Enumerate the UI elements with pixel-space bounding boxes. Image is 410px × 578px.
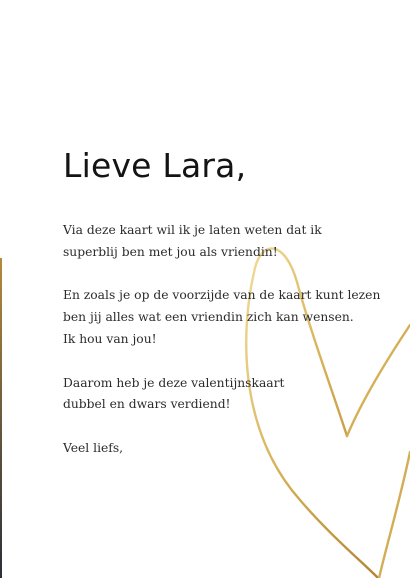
message-paragraph [63,220,363,264]
heart-bottom-right-stroke [379,452,410,578]
left-edge-gold-line [0,258,2,578]
message-line: dubbel en dwars verdiend! [63,397,231,412]
message-line: En zoals je op de voorzijde van de kaart kunt lezen [63,288,381,303]
greeting-heading: Lieve Lara, [63,146,247,185]
message-line: Via deze kaart wil ik je laten weten dat ik [63,223,322,237]
message-paragraph [63,373,363,417]
message-body [63,220,381,482]
message-line: Ik hou van jou! [63,331,157,346]
message-line: ben jij alles wat een vriendin zich kan wensen. [63,310,354,325]
message-line: superblij ben met jou als vriendin! [63,244,278,259]
message-paragraph [63,285,381,350]
closing-paragraph [63,438,363,460]
closing-line: Veel liefs, [63,440,124,455]
message-line: Daarom heb je deze valentijnskaart [63,375,285,390]
